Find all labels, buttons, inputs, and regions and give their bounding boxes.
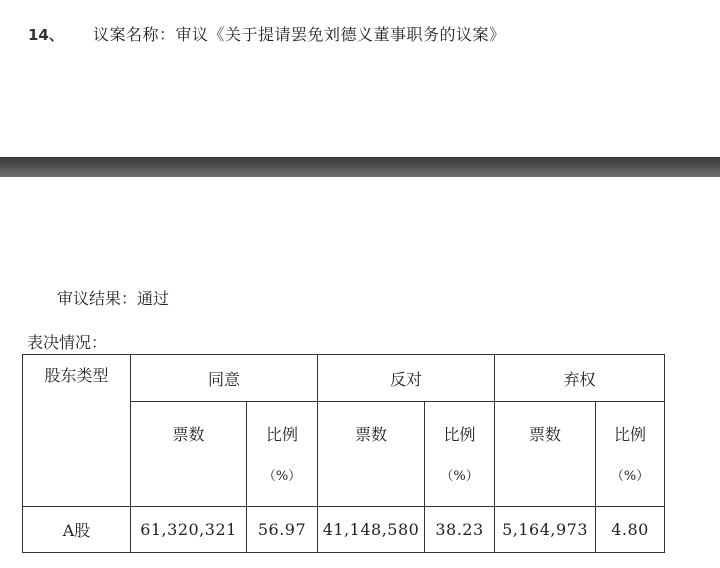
ratio-label: 比例 [443,425,476,444]
oppose-votes-cell: 41,148,580 [318,507,425,553]
abstain-votes-header [495,402,596,507]
shareholder-type-cell: A股 [23,507,131,553]
agree-header: 同意 [131,355,318,402]
vote-table-heading: 表决情况： [27,333,108,352]
oppose-ratio-header [425,402,495,507]
ratio-unit: （%） [610,469,650,484]
review-result: 审议结果：通过 [57,289,170,308]
oppose-header: 反对 [318,355,495,402]
shareholder-type-header: 股东类型 [23,355,131,507]
oppose-ratio-cell: 38.23 [425,507,495,553]
votes-label: 票数 [355,425,388,444]
ratio-unit: （%） [440,469,479,484]
vote-table [22,354,665,553]
item-title: 议案名称：审议《关于提请罢免刘德义董事职务的议案》 [93,25,506,44]
abstain-ratio-header [596,402,665,507]
abstain-votes-cell: 5,164,973 [495,507,596,553]
agree-ratio-header [247,402,318,507]
ratio-label: 比例 [266,425,299,444]
abstain-ratio-cell: 4.80 [596,507,665,553]
table-header-row [23,355,665,402]
agree-ratio-cell: 56.97 [247,507,318,553]
table-row [23,507,665,553]
votes-label: 票数 [529,425,562,444]
abstain-header: 弃权 [495,355,665,402]
ratio-label: 比例 [614,425,647,444]
agree-votes-cell: 61,320,321 [131,507,247,553]
oppose-votes-header [318,402,425,507]
ratio-unit: （%） [262,469,302,484]
agree-votes-header [131,402,247,507]
page-break-divider [0,157,720,177]
votes-label: 票数 [172,425,205,444]
item-number: 14、 [28,26,64,44]
